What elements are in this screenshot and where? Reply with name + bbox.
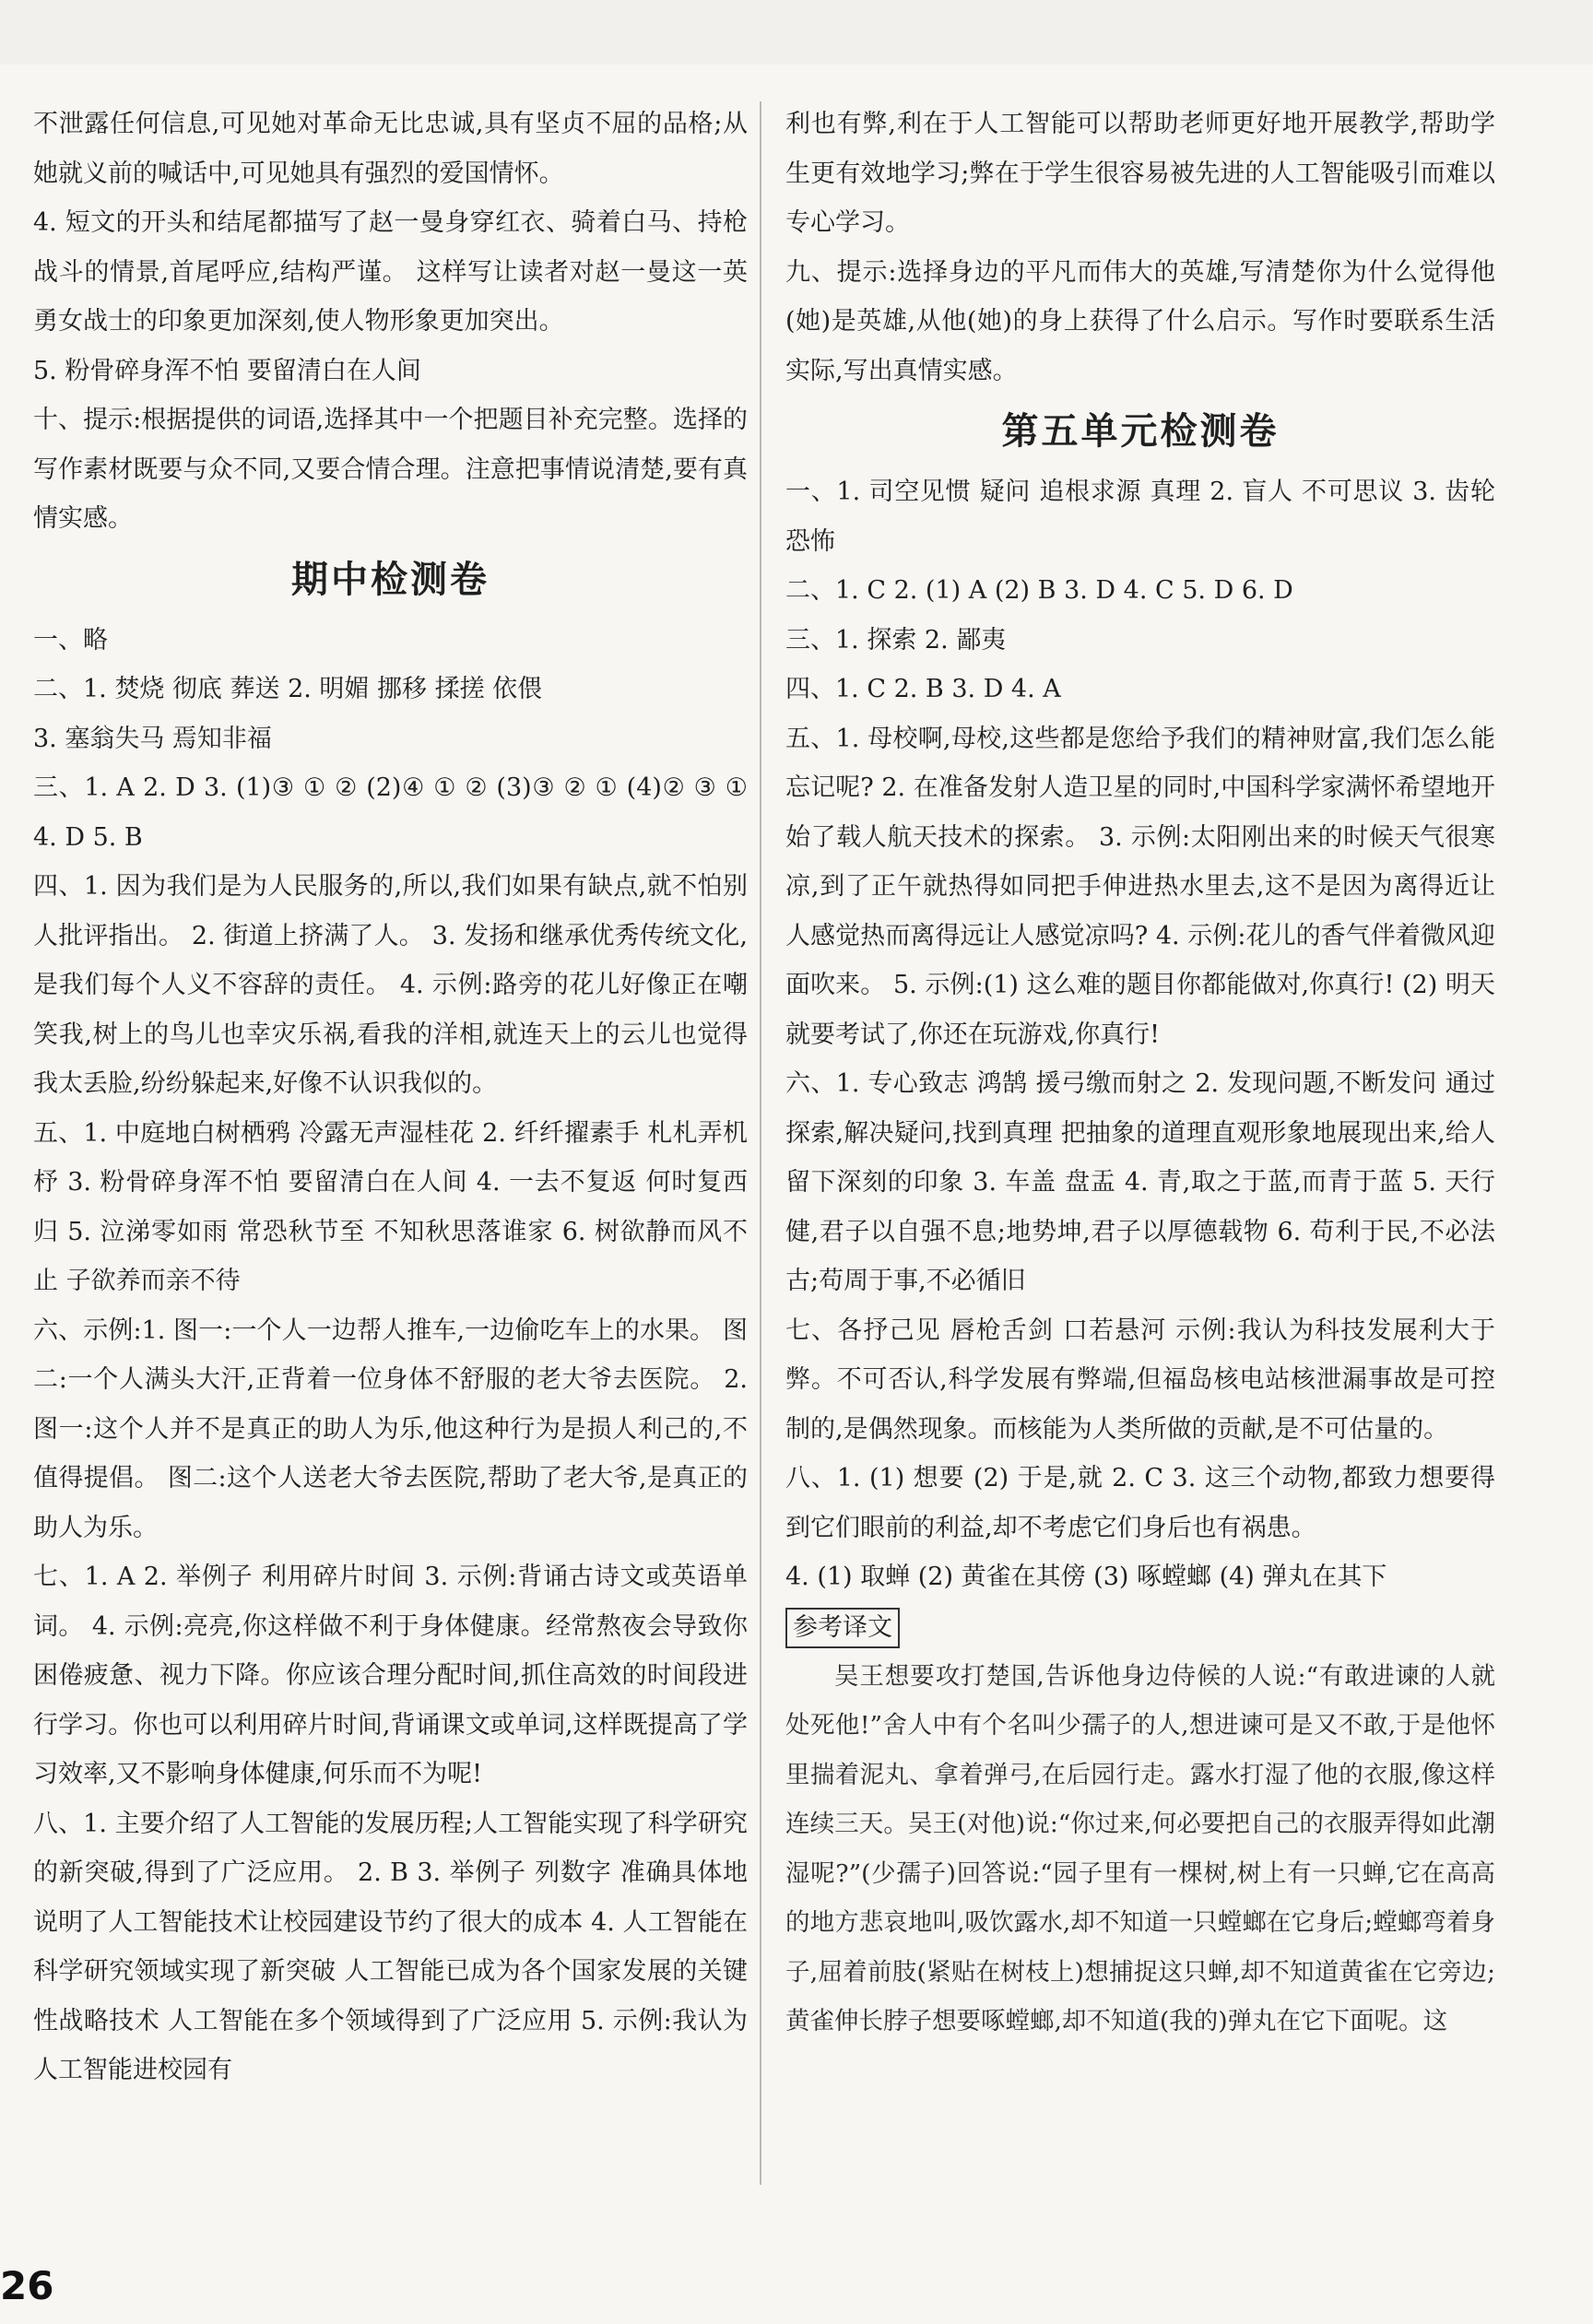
answer-paragraph: 六、1. 专心致志 鸿鹄 援弓缴而射之 2. 发现问题,不断发问 通过探索,解决疑问,找到真理 把抽象的道理直观形象地展现出来,给人留下深刻的印象 3. 车盖 盘盂 4. 青,取之于蓝,而青于蓝 5. 天行健,君子以自强不息;地势坤,君子以厚德载物 6. 苟利于民,不必法古;苟周于事,不必循旧 <box>785 1069 1495 1295</box>
answer-paragraph: 五、1. 中庭地白树栖鸦 冷露无声湿桂花 2. 纤纤擢素手 札札弄机杼 3. 粉骨碎身浑不怕 要留清白在人间 4. 一去不复返 何时复西归 5. 泣涕零如雨 常恐秋节至 不知秋思落谁家 6. 树欲静而风不止 子欲养而亲不待 <box>33 1118 748 1295</box>
answer-paragraph: 二、1. 焚烧 彻底 葬送 2. 明媚 挪移 揉搓 依偎 <box>33 675 543 703</box>
answer-paragraph: 4. 短文的开头和结尾都描写了赵一曼身穿红衣、骑着白马、持枪战斗的情景,首尾呼应,结构严谨。 这样写让读者对赵一曼这一英勇女战士的印象更加深刻,使人物形象更加突出。 <box>33 208 748 336</box>
section-heading-midterm: 期中检测卷 <box>291 557 490 601</box>
answer-paragraph: 四、1. C 2. B 3. D 4. A <box>785 675 1061 703</box>
answer-paragraph: 二、1. C 2. (1) A (2) B 3. D 4. C 5. D 6. D <box>785 576 1293 605</box>
answer-paragraph: 5. 粉骨碎身浑不怕 要留清白在人间 <box>33 356 421 385</box>
answer-paragraph: 一、1. 司空见惯 疑问 追根求源 真理 2. 盲人 不可思议 3. 齿轮 恐怖 <box>785 478 1495 556</box>
answer-paragraph: 利也有弊,利在于人工智能可以帮助老师更好地开展教学,帮助学生更有效地学习;弊在于学生很容易被先进的人工智能吸引而难以专心学习。 <box>785 110 1495 237</box>
left-column <box>33 100 748 2095</box>
answer-paragraph: 三、1. A 2. D 3. (1)③ ① ② (2)④ ① ② (3)③ ② ① (4)② ③ ① 4. D 5. B <box>33 773 748 852</box>
answer-paragraph: 3. 塞翁失马 焉知非福 <box>33 724 272 753</box>
page-number: 26 <box>0 2263 54 2308</box>
top-margin <box>0 0 1593 65</box>
column-divider <box>760 101 761 2185</box>
answer-paragraph: 三、1. 探索 2. 鄙夷 <box>785 625 1007 655</box>
answer-paragraph: 五、1. 母校啊,母校,这些都是您给予我们的精神财富,我们怎么能忘记呢? 2. 在准备发射人造卫星的同时,中国科学家满怀希望地开始了载人航天技术的探索。 3. 示例:太阳刚出来的时候天气很寒凉,到了正午就热得如同把手伸进热水里去,这不是因为离得近让人感觉热而离得远让人感觉凉吗? 4. 示例:花儿的香气伴着微风迎面吹来。 5. 示例:(1) 这么难的题目你都能做对,你真行! (2) 明天就要考试了,你还在玩游戏,你真行! <box>785 724 1495 1049</box>
answer-paragraph: 七、1. A 2. 举例子 利用碎片时间 3. 示例:背诵古诗文或英语单词。 4. 示例:亮亮,你这样做不利于身体健康。经常熬夜会导致你困倦疲惫、视力下降。你应该合理分配时间,抓住高效的时间段进行学习。你也可以利用碎片时间,背诵课文或单词,这样既提高了学习效率,又不影响身体健康,何乐而不为呢! <box>33 1563 748 1788</box>
reference-translation-tag: 参考译文 <box>785 1608 900 1648</box>
answer-paragraph: 一、略 <box>33 625 108 655</box>
translation-paragraph: 吴王想要攻打楚国,告诉他身边侍候的人说:“有敢进谏的人就处死他!”舍人中有个名叫少孺子的人,想进谏可是又不敢,于是他怀里揣着泥丸、拿着弹弓,在后园行走。露水打湿了他的衣服,像这样连续三天。吴王(对他)说:“你过来,何必要把自己的衣服弄得如此潮湿呢?”(少孺子)回答说:“园子里有一棵树,树上有一只蝉,它在高高的地方悲哀地叫,吸饮露水,却不知道一只螳螂在它身后;螳螂弯着身子,屈着前肢(紧贴在树枝上)想捕捉这只蝉,却不知道黄雀在它旁边;黄雀伸长脖子想要啄螳螂,却不知道(我的)弹丸在它下面呢。这 <box>785 1661 1495 2035</box>
answer-paragraph: 不泄露任何信息,可见她对革命无比忠诚,具有坚贞不屈的品格;从她就义前的喊话中,可见她具有强烈的爱国情怀。 <box>33 110 748 188</box>
answer-paragraph: 八、1. (1) 想要 (2) 于是,就 2. C 3. 这三个动物,都致力想要得到它们眼前的利益,却不考虑它们身后也有祸患。 <box>785 1464 1495 1542</box>
answer-paragraph: 六、示例:1. 图一:一个人一边帮人推车,一边偷吃车上的水果。 图二:一个人满头大汗,正背着一位身体不舒服的老大爷去医院。 2. 图一:这个人并不是真正的助人为乐,他这种行为是损人利己的,不值得提倡。 图二:这个人送老大爷去医院,帮助了老大爷,是真正的助人为乐。 <box>33 1315 748 1542</box>
answer-paragraph: 四、1. 因为我们是为人民服务的,所以,我们如果有缺点,就不怕别人批评指出。 2. 街道上挤满了人。 3. 发扬和继承优秀传统文化,是我们每个人义不容辞的责任。 4. 示例:路旁的花儿好像正在嘲笑我,树上的鸟儿也幸灾乐祸,看我的洋相,就连天上的云儿也觉得我太丢脸,纷纷躲起来,好像不认识我似的。 <box>33 872 748 1098</box>
answer-paragraph: 七、各抒己见 唇枪舌剑 口若悬河 示例:我认为科技发展利大于弊。不可否认,科学发展有弊端,但福岛核电站核泄漏事故是可控制的,是偶然现象。而核能为人类所做的贡献,是不可估量的。 <box>785 1315 1495 1444</box>
answer-paragraph: 十、提示:根据提供的词语,选择其中一个把题目补充完整。选择的写作素材既要与众不同,又要合情合理。注意把事情说清楚,要有真情实感。 <box>33 406 748 533</box>
answer-paragraph: 九、提示:选择身边的平凡而伟大的英雄,写清楚你为什么觉得他(她)是英雄,从他(她)的身上获得了什么启示。写作时要联系生活实际,写出真情实感。 <box>785 257 1495 385</box>
answer-paragraph: 八、1. 主要介绍了人工智能的发展历程;人工智能实现了科学研究的新突破,得到了广泛应用。 2. B 3. 举例子 列数字 准确具体地说明了人工智能技术让校园建设节约了很大的成本 4. 人工智能在科学研究领域实现了新突破 人工智能已成为各个国家发展的关键性战略技术 人工智能在多个领域得到了广泛应用 5. 示例:我认为人工智能进校园有 <box>33 1809 748 2084</box>
section-heading-unit5: 第五单元检测卷 <box>1001 409 1280 453</box>
right-column <box>785 100 1495 2047</box>
answer-paragraph: 4. (1) 取蝉 (2) 黄雀在其傍 (3) 啄螳螂 (4) 弹丸在其下 <box>785 1563 1387 1591</box>
